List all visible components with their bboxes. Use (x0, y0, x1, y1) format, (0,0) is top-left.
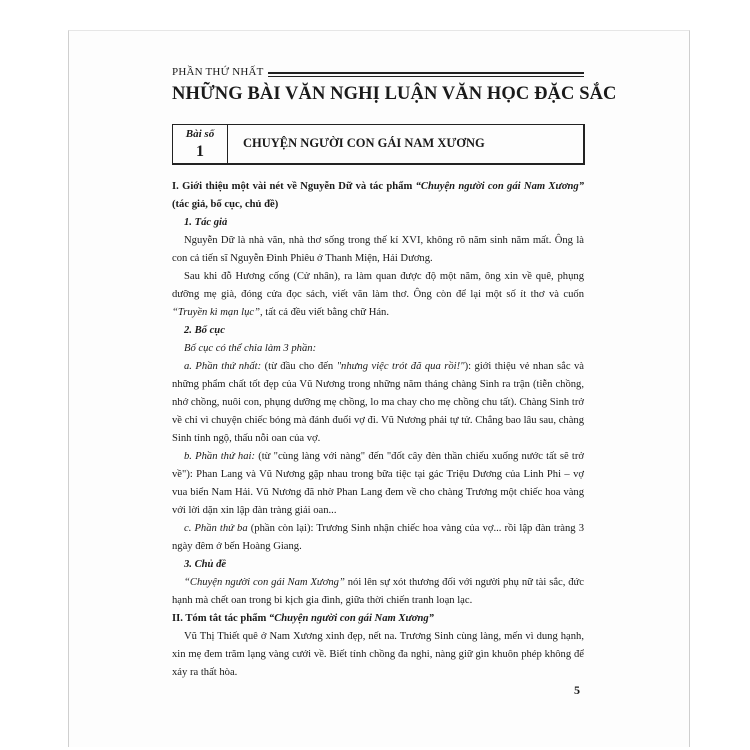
part-header (172, 66, 584, 82)
part-rule (268, 72, 584, 77)
lesson-title: CHUYỆN NGƯỜI CON GÁI NAM XƯƠNG (243, 136, 485, 150)
part-label: PHẦN THỨ NHẤT (172, 66, 264, 78)
paragraph: Nguyễn Dữ là nhà văn, nhà thơ sống trong thế kỉ XVI, không rõ năm sinh năm mất. Ông là con cả tiến sĩ Nguyễn Đình Phiêu ở Thanh Miện, Hải Dương. (172, 235, 584, 264)
body-text (172, 178, 584, 682)
subheading-author: 1. Tác giả (184, 217, 228, 228)
section-heading-1: I. Giới thiệu một vài nét về Nguyễn Dữ và tác phẩm “Chuyện người con gái Nam Xương” (tác giả, bố cục, chủ đề) (172, 181, 585, 210)
section-heading-2: II. Tóm tắt tác phẩm “Chuyện người con gái Nam Xương” (172, 613, 434, 624)
lesson-number-cell (173, 125, 228, 163)
paragraph: Bố cục có thể chia làm 3 phần: (184, 343, 317, 354)
lesson-label: Bài số (185, 128, 215, 140)
lesson-box (172, 124, 585, 165)
paragraph: b. Phần thứ hai: (từ "cùng làng với nàng" đến "đốt cây đèn thần chiếu xuống nước tất sẽ trở về"): Phan Lang và Vũ Nương gặp nhau trong bữa tiệc tại gác Triệu Dương của Linh Phi – vợ vua biển Nam Hải. Vũ Nương đã nhờ Phan Lang đem về cho chàng Trương một chiếc hoa vàng với lời dặn xin lập đàn tràng giải oan... (172, 451, 584, 516)
subheading-structure: 2. Bố cục (184, 325, 225, 336)
subheading-theme: 3. Chủ đề (184, 559, 227, 570)
page-number: 5 (574, 683, 580, 697)
paragraph: “Chuyện người con gái Nam Xương” nói lên sự xót thương đối với người phụ nữ tài sắc, đức hạnh mà chết oan trong bi kịch gia đình, giữa thời chiến tranh loạn lạc. (172, 577, 584, 606)
lesson-number: 1 (196, 143, 204, 160)
section-title: NHỮNG BÀI VĂN NGHỊ LUẬN VĂN HỌC ĐẶC SẮC (172, 84, 617, 104)
paragraph: c. Phần thứ ba (phần còn lại): Trương Sinh nhận chiếc hoa vàng của vợ... rồi lập đàn tràng 3 ngày đêm ở bến Hoàng Giang. (172, 523, 584, 552)
paragraph: Vũ Thị Thiết quê ở Nam Xương xinh đẹp, nết na. Trương Sinh cùng làng, mến vì dung hạnh, xin mẹ đem trăm lạng vàng cưới về. Biết tính chồng đa nghi, nàng giữ gìn khuôn phép không để xảy ra thất hòa. (172, 631, 584, 678)
paragraph: Sau khi đỗ Hương cống (Cử nhân), ra làm quan được độ một năm, ông xin về quê, phụng dưỡng mẹ già, đóng cửa đọc sách, viết văn làm thơ. Ông còn để lại một số ít thơ và cuốn “Truyền kì mạn lục”, tất cả đều viết bằng chữ Hán. (172, 271, 584, 318)
paragraph: a. Phần thứ nhất: (từ đầu cho đến "nhưng việc trót đã qua rồi!"): giới thiệu vẻ nhan sắc và những phẩm chất tốt đẹp của Vũ Nương trong những năm tháng chàng Sinh ra trận (tiễn chồng, nhớ chồng, nuôi con, phụng dưỡng mẹ chồng, lo ma chay cho mẹ chồng chu tất). Chàng Sinh trở về chỉ vì chuyện chiếc bóng mà đánh đuổi vợ đi. Vũ Nương phải tự tử. Chẳng bao lâu sau, chàng Sinh tỉnh ngộ, thấu nỗi oan của vợ. (172, 361, 585, 444)
